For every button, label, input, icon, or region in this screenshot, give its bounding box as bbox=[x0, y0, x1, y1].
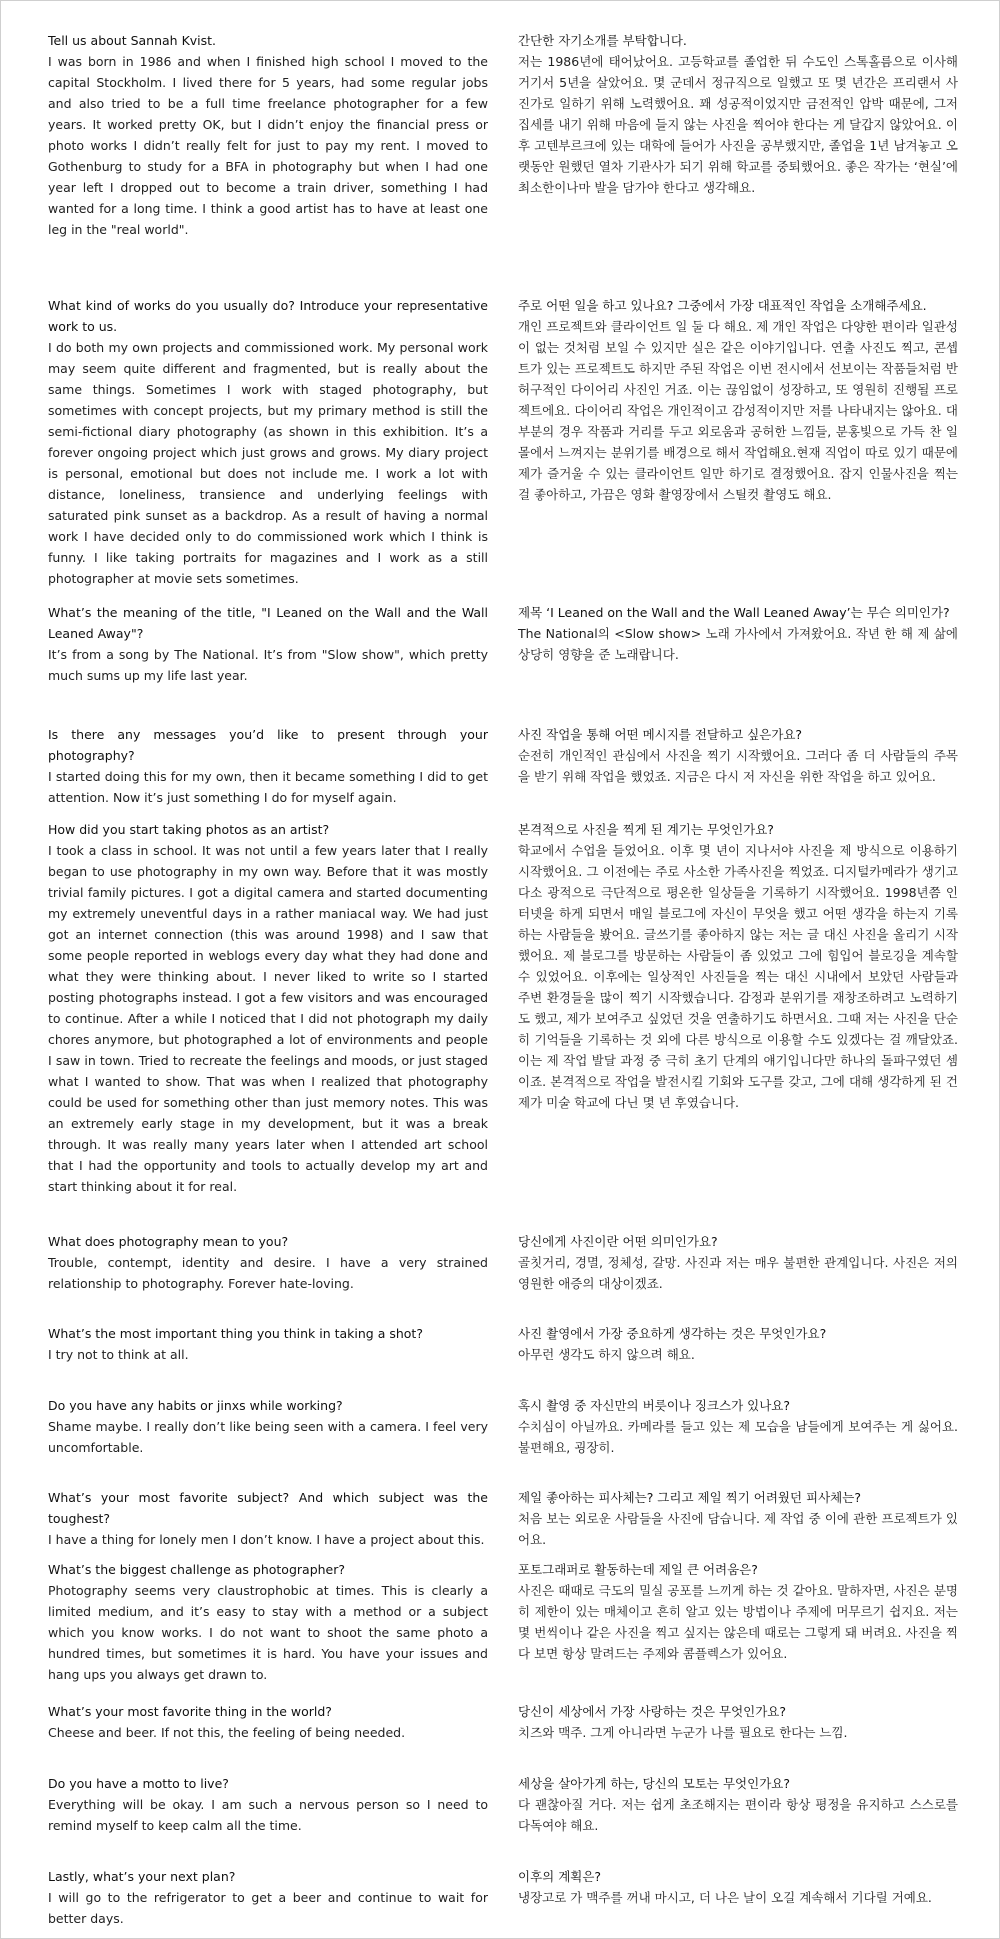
answer-ko: 냉장고로 가 맥주를 꺼내 마시고, 더 나은 날이 오길 계속해서 기다릴 거예요. bbox=[518, 1890, 932, 1905]
korean-column bbox=[518, 1323, 958, 1395]
interview-content bbox=[48, 30, 958, 1926]
answer-ko: 골칫거리, 경멸, 정체성, 갈망. 사진과 저는 매우 불편한 관계입니다. 사진은 저의 영원한 애증의 대상이겠죠. bbox=[518, 1255, 958, 1291]
answer-ko: 수치심이 아닐까요. 카메라를 들고 있는 제 모습을 남들에게 보여주는 게 싫어요. 불편해요, 굉장히. bbox=[518, 1419, 958, 1455]
qa-item bbox=[48, 1559, 958, 1701]
question-en: Tell us about Sannah Kvist. bbox=[48, 33, 217, 48]
question-en: How did you start taking photos as an artist? bbox=[48, 822, 330, 837]
english-column bbox=[48, 724, 488, 819]
question-ko: 당신에게 사진이란 어떤 의미인가요? bbox=[518, 1234, 718, 1249]
answer-ko: 치즈와 맥주. 그게 아니라면 누군가 나를 필요로 한다는 느낌. bbox=[518, 1725, 848, 1740]
english-column bbox=[48, 1773, 488, 1866]
korean-column bbox=[518, 1231, 958, 1323]
answer-ko: 순전히 개인적인 관심에서 사진을 찍기 시작했어요. 그러다 좀 더 사람들의 주목을 받기 위해 작업을 했었죠. 지금은 다시 저 자신을 위한 작업을 하고 있어요. bbox=[518, 748, 958, 784]
english-column bbox=[48, 602, 488, 724]
korean-column bbox=[518, 1773, 958, 1866]
answer-en: It’s from a song by The National. It’s from "Slow show", which pretty much sums up my life last year. bbox=[48, 647, 488, 683]
english-column bbox=[48, 1559, 488, 1701]
question-en: Is there any messages you’d like to present through your photography? bbox=[48, 727, 488, 763]
answer-en: I have a thing for lonely men I don’t know. I have a project about this. bbox=[48, 1532, 485, 1547]
answer-en: I was born in 1986 and when I finished high school I moved to the capital Stockholm. I lived there for 5 years, had some regular jobs and also tried to be a full time freelance photographer for a few years. It worked pretty OK, but I didn’t enjoy the financial press or photo works I didn’t really felt for just to pay my rent. I moved to Gothenburg to study for a BFA in photography but when I had one year left I dropped out to become a train driver, something I had wanted for a long time. I think a good artist has to have at least one leg in the "real world". bbox=[48, 54, 488, 237]
answer-en: I do both my own projects and commissioned work. My personal work may seem quite different and fragmented, but is really about the same things. Sometimes I work with staged photography, but sometimes with concept projects, but my primary method is still the semi-fictional diary photography (as shown in this exhibition. It’s a forever ongoing project which just grows and grows. My diary project is personal, emotional but does not include me. I work a lot with distance, loneliness, transience and underlying feelings with saturated pink sunset as a backdrop. As a result of having a normal work I have decided only to do commissioned work which I think is funny. I like taking portraits for magazines and I work as a still photographer at movie sets sometimes. bbox=[48, 340, 488, 586]
question-en: What’s the most important thing you think in taking a shot? bbox=[48, 1326, 423, 1341]
qa-item bbox=[48, 1323, 958, 1395]
english-column bbox=[48, 1701, 488, 1773]
qa-item bbox=[48, 602, 958, 724]
english-column bbox=[48, 1395, 488, 1487]
question-ko: 이후의 계획은? bbox=[518, 1869, 602, 1884]
question-en: Do you have any habits or jinxs while working? bbox=[48, 1398, 343, 1413]
answer-en: I started doing this for my own, then it became something I did to get attention. Now it’s just something I do for myself again. bbox=[48, 769, 488, 805]
answer-en: Trouble, contempt, identity and desire. I have a very strained relationship to photography. Forever hate-loving. bbox=[48, 1255, 488, 1291]
korean-column bbox=[518, 1487, 958, 1559]
answer-en: Shame maybe. I really don’t like being seen with a camera. I feel very uncomfortable. bbox=[48, 1419, 488, 1455]
question-ko: 혹시 촬영 중 자신만의 버릇이나 징크스가 있나요? bbox=[518, 1398, 790, 1413]
english-column bbox=[48, 819, 488, 1231]
answer-en: I took a class in school. It was not until a few years later that I really began to use photography in my own way. Before that it was mostly trivial family pictures. I got a digital camera and started documenting my extremely uneventful days in a rather maniacal way. We had just got an internet connection (this was around 1998) and I saw that some people reported in weblogs every day what they had done and what they were thinking about. I never liked to write so I started posting photographs instead. I got a few visitors and was encouraged to continue. After a while I noticed that I did not photograph my daily chores anymore, but photographed a lot of environments and people I saw in town. Tried to recreate the feelings and moods, or just staged what I wanted to show. That was when I realized that photography could be used for something other than just memory notes. This was an extremely early stage in my development, but it was a break through. It was really many years later when I attended art school that I had the opportunity and tools to actually develop my art and start thinking about it for real. bbox=[48, 843, 488, 1194]
question-en: What does photography mean to you? bbox=[48, 1234, 289, 1249]
answer-ko: 학교에서 수업을 들었어요. 이후 몇 년이 지나서야 사진을 제 방식으로 이용하기 시작했어요. 그 이전에는 주로 사소한 가족사진을 찍었죠. 디지털카메라가 생기고 다소 광적으로 극단적으로 평온한 일상들을 기록하기 시작했어요. 1998년쯤 인터넷을 하게 되면서 매일 블로그에 자신이 무엇을 했고 어떤 생각을 하는지 기록하는 사람들을 봤어요. 글쓰기를 좋아하지 않는 저는 글 대신 사진을 올리기 시작했어요. 제 블로그를 방문하는 사람들이 좀 있었고 그에 힘입어 블로깅을 계속할 수 있었어요. 이후에는 일상적인 사진들을 찍는 대신 시내에서 보았던 사람들과 주변 환경들을 많이 찍기 시작했습니다. 감정과 분위기를 재창조하려고 노력하기도 했고, 제가 보여주고 싶었던 것을 연출하기도 하면서요. 그때 저는 사진을 단순히 기억들을 기록하는 것 외에 다른 방식으로 이용할 수도 있겠다는 걸 깨달았죠. 이는 제 작업 발달 과정 중 극히 초기 단계의 얘기입니다만 하나의 돌파구였던 셈이죠. 본격적으로 작업을 발전시킬 기회와 도구를 갖고, 그에 대해 생각하게 된 건 제가 미술 학교에 다닌 몇 년 후였습니다. bbox=[518, 843, 958, 1110]
question-ko: 제목 ‘I Leaned on the Wall and the Wall Leaned Away’는 무슨 의미인가? bbox=[518, 605, 950, 620]
question-ko: 간단한 자기소개를 부탁합니다. bbox=[518, 33, 687, 48]
answer-en: I try not to think at all. bbox=[48, 1347, 189, 1362]
question-en: What kind of works do you usually do? Introduce your representative work to us. bbox=[48, 298, 488, 334]
english-column bbox=[48, 30, 488, 295]
english-column bbox=[48, 1323, 488, 1395]
qa-item bbox=[48, 295, 958, 602]
qa-item bbox=[48, 1231, 958, 1323]
question-ko: 주로 어떤 일을 하고 있나요? 그중에서 가장 대표적인 작업을 소개해주세요. bbox=[518, 298, 927, 313]
question-en: What’s the meaning of the title, "I Leaned on the Wall and the Wall Leaned Away"? bbox=[48, 605, 488, 641]
answer-en: Everything will be okay. I am such a nervous person so I need to remind myself to keep calm all the time. bbox=[48, 1797, 488, 1833]
question-en: What’s your most favorite subject? And which subject was the toughest? bbox=[48, 1490, 488, 1526]
qa-item bbox=[48, 724, 958, 819]
qa-item bbox=[48, 1395, 958, 1487]
answer-ko: 저는 1986년에 태어났어요. 고등학교를 졸업한 뒤 수도인 스톡홀름으로 이사해 거기서 5년을 살았어요. 몇 군데서 정규직으로 일했고 또 몇 년간은 프리랜서 사진가로 일하기 위해 노력했어요. 꽤 성공적이었지만 금전적인 압박 때문에, 그저 집세를 내기 위해 마음에 들지 않는 사진을 찍어야 한다는 게 달갑지 않았어요. 이후 고텐부르크에 있는 대학에 들어가 사진을 공부했지만, 졸업을 1년 남겨놓고 오랫동안 원했던 열차 기관사가 되기 위해 학교를 중퇴했어요. 좋은 작가는 ‘현실’에 최소한이나마 발을 담가야 한다고 생각해요. bbox=[518, 54, 958, 195]
answer-ko: 다 괜찮아질 거다. 저는 쉽게 초조해지는 편이라 항상 평정을 유지하고 스스로를 다독여야 해요. bbox=[518, 1797, 958, 1833]
answer-ko: 개인 프로젝트와 클라이언트 일 둘 다 해요. 제 개인 작업은 다양한 편이라 일관성이 없는 것처럼 보일 수 있지만 실은 같은 이야기입니다. 연출 사진도 찍고, 콘셉트가 있는 프로젝트도 하지만 주된 작업은 이번 전시에서 선보이는 작품들처럼 반 허구적인 다이어리 사진인 거죠. 이는 끊임없이 성장하고, 또 영원히 진행될 프로젝트에요. 다이어리 작업은 개인적이고 감성적이지만 저를 나타내지는 않아요. 대부분의 경우 작품과 거리를 두고 외로움과 공허한 느낌들, 분홍빛으로 가득 찬 일몰에서 느껴지는 분위기를 배경으로 해서 작업해요.현재 직업이 따로 있기 때문에 제가 즐거울 수 있는 클라이언트 일만 하기로 결정했어요. 잡지 인물사진을 찍는 걸 좋아하고, 가끔은 영화 촬영장에서 스틸컷 촬영도 해요. bbox=[518, 319, 958, 502]
korean-column bbox=[518, 1701, 958, 1773]
qa-item bbox=[48, 1866, 958, 1926]
answer-ko: The National의 <Slow show> 노래 가사에서 가져왔어요. 작년 한 해 제 삶에 상당히 영향을 준 노래랍니다. bbox=[518, 626, 958, 662]
english-column bbox=[48, 1487, 488, 1559]
qa-item bbox=[48, 819, 958, 1231]
qa-item bbox=[48, 1773, 958, 1866]
qa-item bbox=[48, 1487, 958, 1559]
question-ko: 세상을 살아가게 하는, 당신의 모토는 무엇인가요? bbox=[518, 1776, 790, 1791]
korean-column bbox=[518, 295, 958, 602]
question-ko: 당신이 세상에서 가장 사랑하는 것은 무엇인가요? bbox=[518, 1704, 787, 1719]
qa-item bbox=[48, 30, 958, 295]
english-column bbox=[48, 1231, 488, 1323]
question-ko: 제일 좋아하는 피사체는? 그리고 제일 찍기 어려웠던 피사체는? bbox=[518, 1490, 861, 1505]
answer-ko: 사진은 때때로 극도의 밀실 공포를 느끼게 하는 것 같아요. 말하자면, 사진은 분명히 제한이 있는 매체이고 흔히 알고 있는 방법이나 주제에 머무르기 쉽지요. 저는 몇 번씩이나 같은 사진을 찍고 싶지는 않은데 때로는 그렇게 돼 버려요. 사진을 찍다 보면 항상 말려드는 주제와 콤플렉스가 있어요. bbox=[518, 1583, 958, 1661]
question-en: Do you have a motto to live? bbox=[48, 1776, 229, 1791]
question-en: What’s the biggest challenge as photographer? bbox=[48, 1562, 346, 1577]
answer-ko: 아무런 생각도 하지 않으려 해요. bbox=[518, 1347, 695, 1362]
question-en: Lastly, what’s your next plan? bbox=[48, 1869, 236, 1884]
question-en: What’s your most favorite thing in the world? bbox=[48, 1704, 332, 1719]
english-column bbox=[48, 295, 488, 602]
answer-en: I will go to the refrigerator to get a beer and continue to wait for better days. bbox=[48, 1890, 488, 1926]
answer-en: Cheese and beer. If not this, the feeling of being needed. bbox=[48, 1725, 406, 1740]
qa-item bbox=[48, 1701, 958, 1773]
korean-column bbox=[518, 1395, 958, 1487]
answer-en: Photography seems very claustrophobic at times. This is clearly a limited medium, and it’s easy to stay with a method or a subject which you know works. I do not want to shoot the same photo a hundred times, but sometimes it is hard. You have your issues and hang ups you always get drawn to. bbox=[48, 1583, 488, 1682]
question-ko: 사진 촬영에서 가장 중요하게 생각하는 것은 무엇인가요? bbox=[518, 1326, 827, 1341]
answer-ko: 처음 보는 외로운 사람들을 사진에 담습니다. 제 작업 중 이에 관한 프로젝트가 있어요. bbox=[518, 1511, 958, 1547]
english-column bbox=[48, 1866, 488, 1926]
korean-column bbox=[518, 30, 958, 295]
korean-column bbox=[518, 602, 958, 724]
korean-column bbox=[518, 819, 958, 1231]
korean-column bbox=[518, 724, 958, 819]
question-ko: 포토그래퍼로 활동하는데 제일 큰 어려움은? bbox=[518, 1562, 758, 1577]
question-ko: 본격적으로 사진을 찍게 된 계기는 무엇인가요? bbox=[518, 822, 774, 837]
korean-column bbox=[518, 1559, 958, 1701]
question-ko: 사진 작업을 통해 어떤 메시지를 전달하고 싶은가요? bbox=[518, 727, 803, 742]
korean-column bbox=[518, 1866, 958, 1916]
